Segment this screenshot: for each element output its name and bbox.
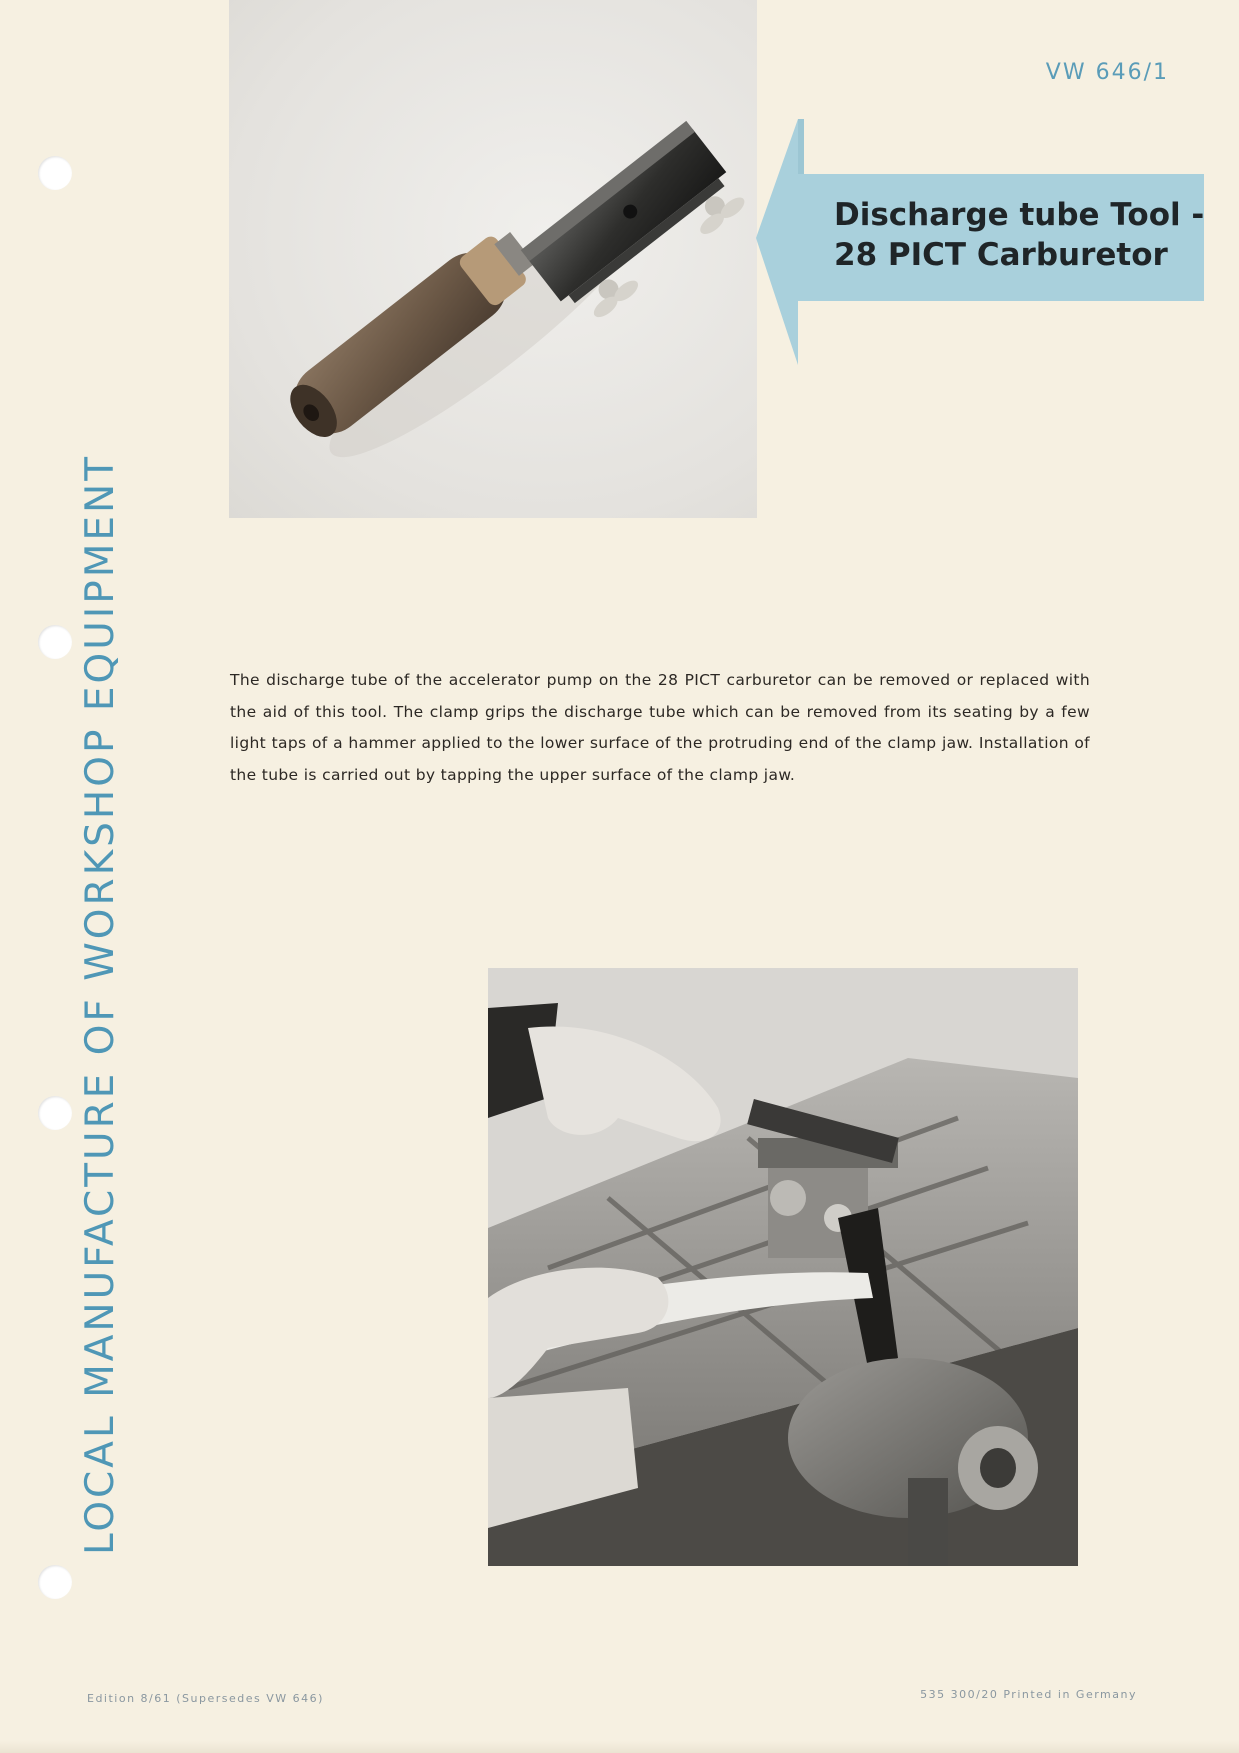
page-title	[834, 195, 1214, 275]
title-line-2: 28 PICT Carburetor	[834, 237, 1168, 273]
print-info-footnote: 535 300/20 Printed in Germany	[920, 1688, 1137, 1701]
document-number: VW 646/1	[1045, 60, 1169, 85]
tool-photo	[229, 0, 757, 518]
punch-hole	[38, 156, 72, 190]
description-paragraph: The discharge tube of the accelerator pump on the 28 PICT carburetor can be removed or replaced with the aid of this tool. The clamp grips the discharge tube which can be removed from its seating by a few light taps of a hammer applied to the lower surface of the protruding end of the clamp jaw. Installation of the tube is carried out by tapping the upper surface of the clamp jaw.	[230, 671, 1090, 784]
page-edge	[0, 1741, 1239, 1753]
title-line-1: Discharge tube Tool -	[834, 197, 1205, 233]
edition-footnote: Edition 8/61 (Supersedes VW 646)	[87, 1692, 324, 1705]
punch-hole	[38, 1096, 72, 1130]
punch-hole	[38, 1565, 72, 1599]
clamp-tool-illustration	[229, 0, 757, 518]
usage-photo	[488, 968, 1078, 1566]
sidebar-title: LOCAL MANUFACTURE OF WORKSHOP EQUIPMENT	[78, 453, 123, 1555]
usage-scene-illustration	[488, 968, 1078, 1566]
punch-hole	[38, 625, 72, 659]
